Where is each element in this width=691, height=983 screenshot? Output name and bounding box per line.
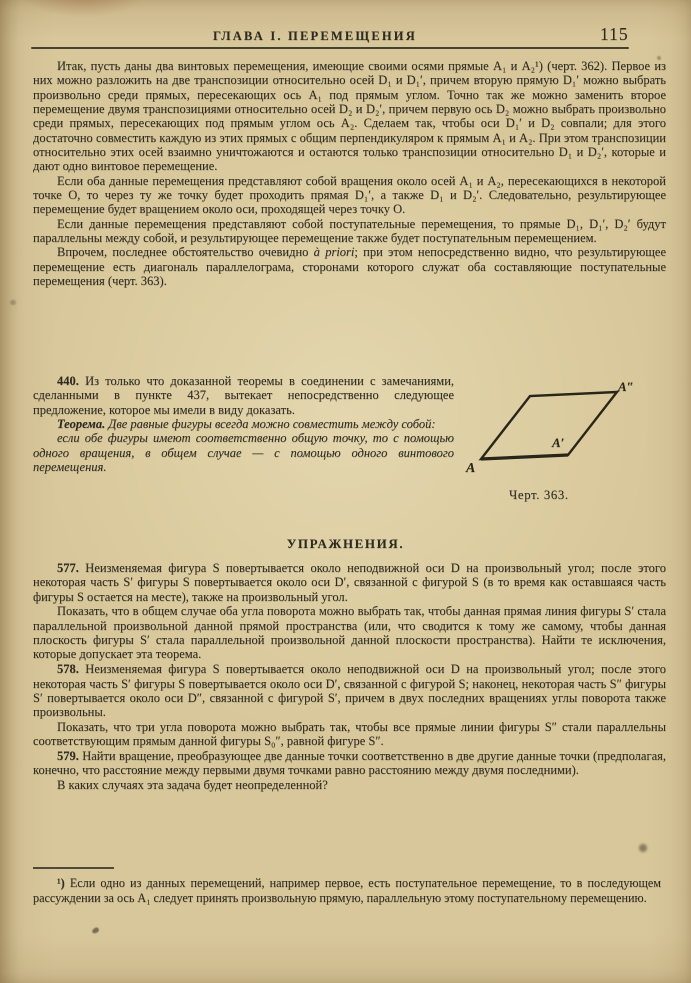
theorem-continuation [33,431,454,474]
exercise-579 [33,749,666,778]
paragraph-text: Из только что доказанной теоремы в соединении с замечаниями, сделанными в пункте 437, вытекает непосредственно следующее предложение, которое мы имели в виду доказать. [33,374,455,417]
narrow-text-column [33,374,454,474]
latin-phrase: à priori [313,245,355,260]
theorem-section [33,374,666,506]
body-text-block [33,59,666,289]
exercise-577 [33,561,666,604]
exercises-heading: УПРАЖНЕНИЯ. [286,536,405,551]
exercise-number: 577. [57,561,79,575]
figure-363 [461,380,667,506]
theorem-label: Теорема. [57,417,106,432]
exercise-number: 579. [57,749,79,764]
footnote-text: Если одно из данных перемещений, например первое, есть поступательное перемещение, то в последующем рассуждении за ось A₁ следует принять произвольную прямую, параллельную этому поступательному перемещению. [33,876,662,905]
figure-caption: Черт. 363. [509,488,569,502]
exercises-block [33,561,666,793]
footnote-marker: ¹) [57,876,65,890]
vertex-label-a-prime: A′ [552,435,565,450]
exercise-number: 578. [57,662,79,677]
vertex-label-a-double-prime: A″ [618,380,634,394]
paragraph-text: ; при этом непосредственно видно, что результирующее перемещение есть диагональ параллелограма, сторонами которого служат оба составляющие поступательные перемещения (черт. 363). [33,245,666,289]
header-rule [31,47,629,49]
exercise-text: Показать, что три угла поворота можно выбрать так, чтобы все прямые линии фигуры S″ стали параллельны соответствующим прямым данной фигуры S₀″, равной фигуре S″. [33,719,666,749]
exercise-text: Показать, что в общем случае оба угла поворота можно выбрать так, чтобы данная прямая линия фигуры S′ стала параллельной произвольной данной прямой пространства (или, что сводится к тому же самому, чтобы данная плоскость фигуры S′ стала параллельной произвольной данной плоскости пространства). Найти те исключения, которые допускает эта теорема. [33,604,666,662]
exercise-578-task [33,720,666,749]
paragraph-screw-displacements [33,59,666,174]
exercise-text: Найти вращение, преобразующее две данные точки соответственно в две другие данные точки (предполагая, конечно, что расстояние между первыми двумя точками равно расстоянию между двумя последними). [33,749,667,778]
footnote [33,876,661,906]
paragraph-text: Впрочем, последнее обстоятельство очевидно [57,245,309,260]
paper-speck [657,56,661,60]
paper-speck [10,300,16,305]
footnote-separator-rule [33,867,114,869]
running-head-chapter-title: ГЛАВА I. ПЕРЕМЕЩЕНИЯ [213,29,417,43]
theorem-text: если обе фигуры имеют соответственно общую точку, то с помощью одного вращения, в общем случае — с помощью одного винтового перемещения. [33,431,454,475]
paragraph-440 [33,374,454,417]
theorem-statement [33,417,454,431]
paragraph-rotations-about-axes [33,174,666,217]
exercise-579-question [33,778,666,792]
exercise-578 [33,662,666,719]
ink-stain [91,927,99,934]
theorem-text: Две равные фигуры всегда можно совместить между собой: [108,417,436,432]
ink-stain [639,844,647,852]
paragraph-text: Если данные перемещения представляют собой поступательные перемещения, то прямые D₁, D₁′, D₂′ будут параллельны между собой, и результирующее перемещение также будет поступательным перемещением. [33,216,666,246]
paragraph-text: Итак, пусть даны два винтовых перемещения, имеющие своими осями прямые A₁ и A₂¹) (черт. 362). Первое из них можно разложить на две транспозиции относительно осей D₁ и D₁′, причем вторую прямую D₁′ можно выбрать произвольно среди прямых, пересекающих ось A₁ под прямым углом. Точно так же можно заменить второе перемещение двумя транспозициями относительно осей D₂ и D₂′, причем первую ось D₂ можно выбрать произвольно среди прямых, пересекающих под прямым углом ось A₂. Сделаем так, чтобы оси D₁′ и D₂ совпали; для этого достаточно совместить каждую из этих прямых с общим перпендикуляром к прямым A₁ и A₂. При этом транспозиции относительно этих осей взаимно уничтожаются и остаются только транспозиции относительно D₁ и D₂′, которые и дают одно винтовое перемещение. [33,59,666,174]
page-number: 115 [600,24,629,44]
vertex-label-a: A [466,461,476,476]
exercise-text: Неизменяемая фигура S повертывается около неподвижной оси D на произвольный угол; после этого некоторая часть S′ фигуры S повертывается около оси D′, связанной с фигурой S; наконец, некоторая часть S″ фигуры S′ повертывается около оси D″, связанной с фигурой S′, причем в двух последних вращениях углы поворота также произвольны. [33,662,666,720]
paragraph-a-priori [33,245,666,288]
paragraph-text: Если оба данные перемещения представляют собой вращения около осей A₁ и A₂, пересекающихся в некоторой точке O, то через ту же точку будет проходить прямая D₁′, а также D₁ и D₂′. Следовательно, результирующее перемещение будет вращением около оси, проходящей через точку O. [33,173,666,217]
exercise-text: Неизменяемая фигура S повертывается около неподвижной оси D на произвольный угол; после этого некоторая часть S′ фигуры S повертывается около оси D′, связанной с фигурой S (в то время как оставшаяся часть фигуры S остается на месте), также на произвольный угол. [33,561,666,604]
paragraph-translations [33,217,666,246]
exercise-577-task [33,604,666,661]
article-number: 440. [57,374,79,388]
exercise-text: В каких случаях эта задача будет неопределенной? [57,778,328,793]
